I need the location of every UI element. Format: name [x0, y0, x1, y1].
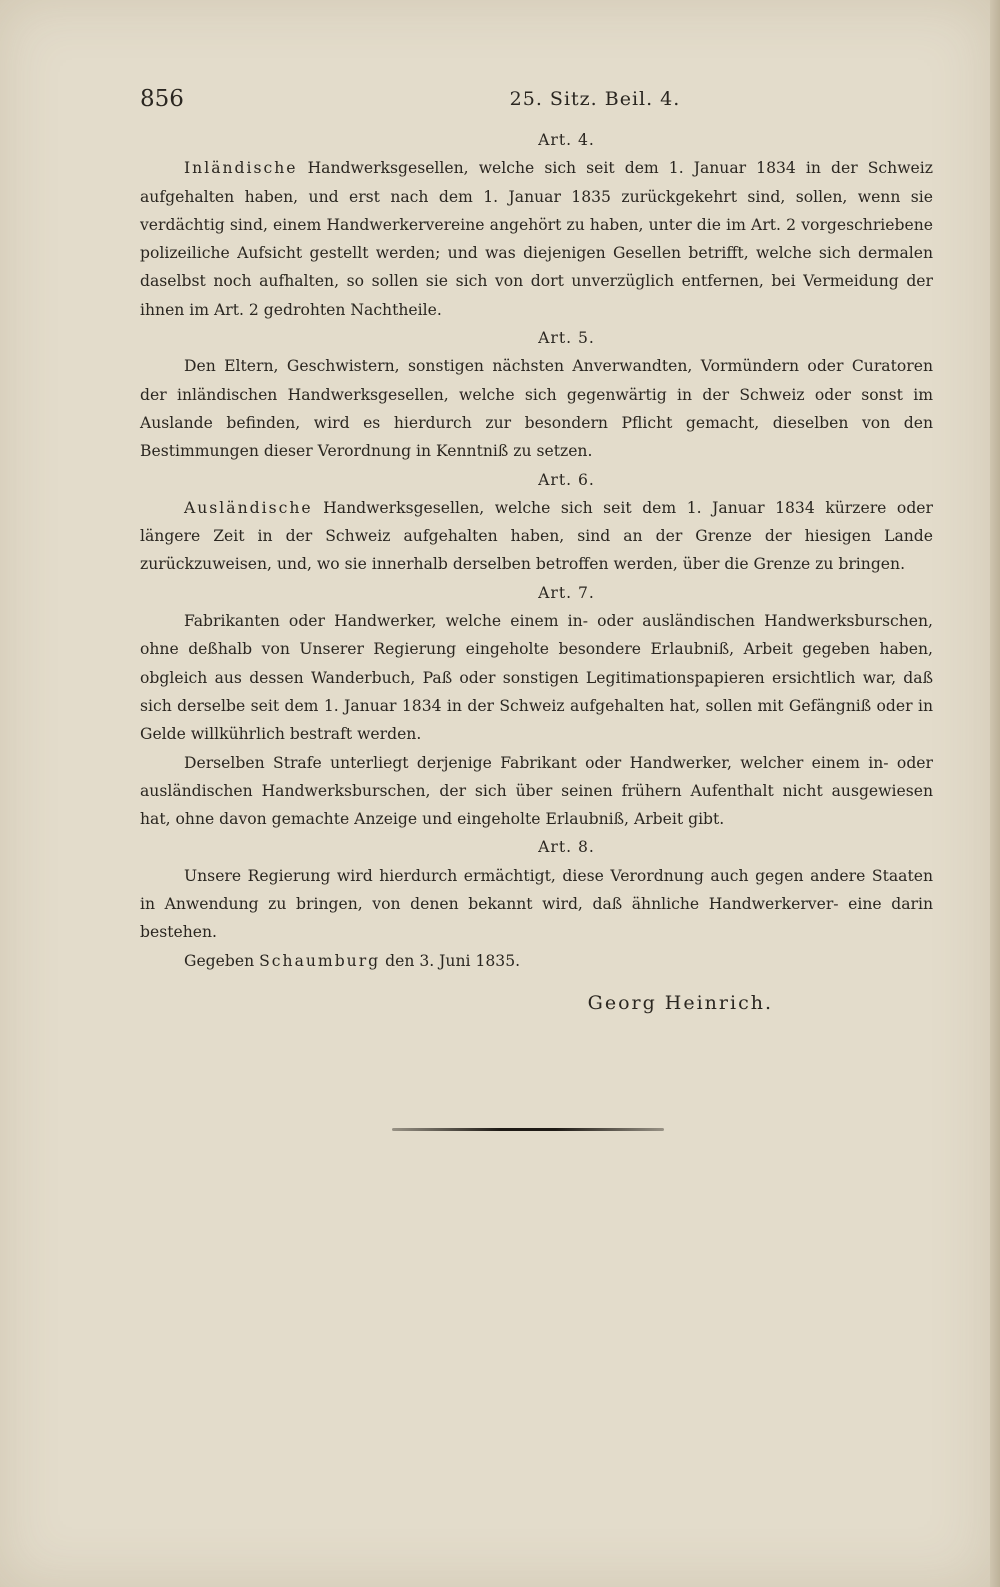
paragraph-text: Handwerksgesellen, welche sich seit dem 1. Januar 1834 in der Schweiz aufgehalten haben, und erst nach dem 1. Januar 1835 zurückgekehrt sind, sollen, wenn sie verdächtig sind, einem Handwerkervereine angehört zu haben, unter die im Art. 2 vorgeschriebene polizeiliche Aufsicht gestellt werden; und was diejenigen Gesellen betrifft, welche sich dermalen daselbst noch aufhalten, so sollen sie sich von dort unverzüglich entfernen, bei Vermeidung der ihnen im Art. 2 gedrohten Nachtheile.	[140, 159, 933, 319]
paragraph-text: Unsere Regierung wird hierdurch ermächtigt, diese Verordnung auch gegen andere Staaten in Anwendung zu bringen, von denen bekannt wird, daß ähnliche Handwerkerver- eine darin bestehen.	[140, 866, 933, 942]
paragraph-text: Fabrikanten oder Handwerker, welche einem in- oder ausländischen Handwerksburschen, ohne deßhalb von Unserer Regierung eingeholte besondere Erlaubniß, Arbeit gegeben haben, obgleich aus dessen Wanderbuch, Paß oder sonstigen Legitimationspapieren ersichtlich war, daß sich derselbe seit dem 1. Januar 1834 in der Schweiz aufgehalten hat, sollen mit Gefängniß oder in Gelde willkührlich bestraft werden.	[140, 612, 933, 744]
page-edge	[990, 0, 1000, 1587]
emphasized-lead: Ausländische	[184, 498, 313, 517]
article-heading: Art. 6.	[538, 470, 595, 489]
given-prefix: Gegeben	[184, 951, 260, 970]
signature: Georg Heinrich.	[587, 991, 773, 1014]
article-heading: Art. 4.	[538, 131, 595, 149]
article-paragraph	[140, 352, 933, 465]
article-paragraph	[140, 749, 933, 834]
article-heading: Art. 5.	[538, 329, 595, 348]
emphasized-lead: Inländische	[184, 159, 298, 178]
given-line	[140, 947, 933, 975]
given-place: Schaumburg	[259, 951, 381, 970]
article-paragraph	[140, 154, 933, 324]
closing-rule	[392, 1128, 664, 1131]
article-paragraph	[140, 494, 933, 579]
page-number: 856	[140, 86, 184, 112]
article-heading: Art. 7.	[538, 583, 595, 602]
document-body	[140, 126, 933, 1017]
paragraph-text: Den Eltern, Geschwistern, sonstigen nächsten Anverwandten, Vormündern oder Curatoren der inländischen Handwerksgesellen, welche sich gegenwärtig in der Schweiz oder sonst im Auslande befinden, wird es hierdurch zur besondern Pflicht gemacht, dieselben von den Bestimmungen dieser Verordnung in Kenntniß zu setzen.	[140, 357, 933, 461]
page-header	[140, 86, 940, 118]
running-head: 25. Sitz. Beil. 4.	[509, 88, 681, 110]
given-date: den 3. Juni 1835.	[380, 951, 521, 970]
paragraph-text: Derselben Strafe unterliegt derjenige Fabrikant oder Handwerker, welcher einem in- oder ausländischen Handwerksburschen, der sich über seinen frühern Aufenthalt nicht ausgewiesen hat, ohne davon gemachte Anzeige und eingeholte Erlaubniß, Arbeit gibt.	[140, 753, 933, 829]
article-paragraph	[140, 862, 933, 947]
paragraph-text: Handwerksgesellen, welche sich seit dem 1. Januar 1834 kürzere oder längere Zeit in der Schweiz aufgehalten haben, sind an der Grenze der hiesigen Lande zurückzuweisen, und, wo sie innerhalb derselben betroffen werden, über die Grenze zu bringen.	[140, 498, 933, 574]
article-paragraph	[140, 607, 933, 748]
article-heading: Art. 8.	[538, 838, 595, 857]
